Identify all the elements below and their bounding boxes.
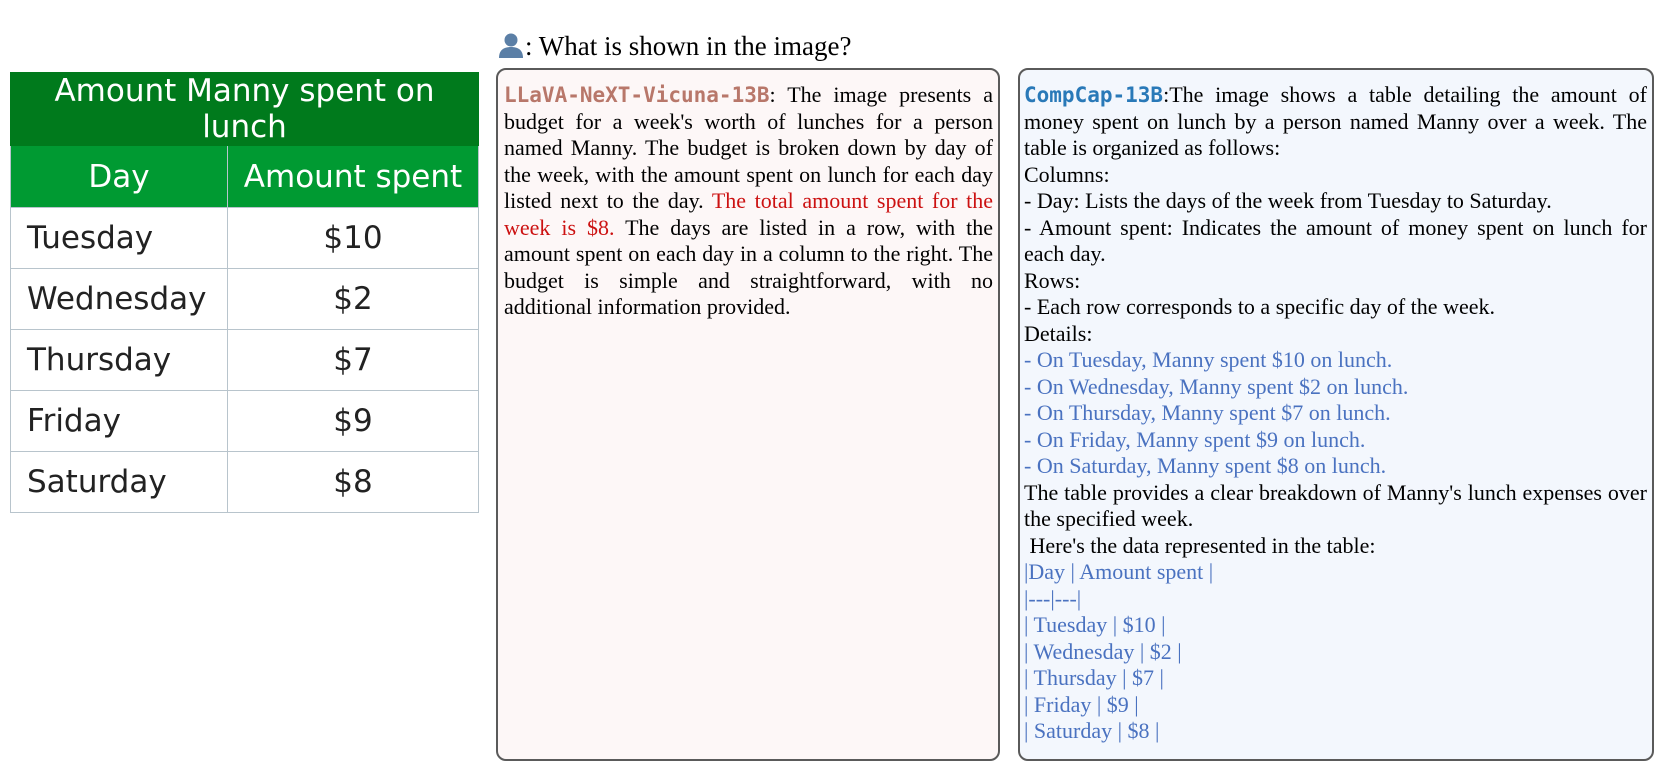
table-cell-day: Wednesday — [11, 269, 228, 330]
compcap-model-name: CompCap-13B — [1024, 83, 1164, 107]
table-cell-day: Friday — [11, 391, 228, 452]
md-table-line: | Thursday | $7 | — [1024, 665, 1164, 690]
compcap-answer-panel — [1018, 68, 1654, 761]
details-heading: Details: — [1024, 320, 1093, 346]
table-row — [11, 330, 479, 391]
md-table-line: |---|---| — [1024, 585, 1082, 611]
detail-line: - On Thursday, Manny spent $7 on lunch. — [1024, 400, 1391, 425]
detail-line: - On Wednesday, Manny spent $2 on lunch. — [1024, 373, 1409, 399]
table-cell-day: Saturday — [11, 452, 228, 513]
llava-text-before: : The image presents a budget for a week's worth of lunches for a person named Manny. The budget is broken down by day of the week, with the amount spent on lunch for each day listed next to the day. — [504, 82, 993, 213]
compcap-intro — [1024, 82, 1647, 162]
md-table-line: |Day | Amount spent | — [1024, 559, 1214, 584]
user-icon — [497, 31, 525, 59]
llava-error-text: The total amount spent for the week is $8. — [504, 188, 994, 240]
table-header-amount: Amount spent — [228, 146, 479, 208]
llava-model-name: LLaVA-NeXT-Vicuna-13B — [504, 83, 770, 107]
md-table-line: | Friday | $9 | — [1024, 691, 1139, 717]
table-header-day: Day — [11, 146, 228, 208]
column-amount-line: - Amount spent: Indicates the amount of money spent on lunch for each day. — [1024, 214, 1647, 266]
compcap-intro-text: :The image shows a table detailing the amount of money spent on lunch by a person named Manny over a week. The table is organized as follows: — [1024, 82, 1647, 160]
table-cell-amount: $8 — [228, 452, 479, 513]
llava-text-after: The days are listed in a row, with the amount spent on each day in a column to the right. The budget is simple and straightforward, with no additional information provided. — [504, 214, 994, 319]
table-row — [11, 452, 479, 513]
llava-answer-panel — [496, 68, 1000, 761]
md-table-line: | Tuesday | $10 | — [1024, 612, 1166, 637]
rows-heading: Rows: — [1024, 267, 1081, 293]
rows-line: - Each row corresponds to a specific day of the week. — [1024, 294, 1495, 319]
question-text: : What is shown in the image? — [525, 31, 852, 61]
detail-line: - On Friday, Manny spent $9 on lunch. — [1024, 426, 1366, 452]
md-table-line: | Wednesday | $2 | — [1024, 638, 1182, 664]
detail-line: - On Saturday, Manny spent $8 on lunch. — [1024, 453, 1387, 478]
summary-text: The table provides a clear breakdown of Manny's lunch expenses over the specified week. — [1024, 479, 1647, 531]
column-day-line: - Day: Lists the days of the week from Tuesday to Saturday. — [1024, 188, 1552, 213]
table-cell-amount: $10 — [228, 208, 479, 269]
table-row — [11, 391, 479, 452]
lunch-table — [10, 72, 479, 513]
table-title: Amount Manny spent on lunch — [11, 73, 479, 146]
table-cell-amount: $9 — [228, 391, 479, 452]
columns-heading: Columns: — [1024, 161, 1110, 187]
data-intro: Here's the data represented in the table: — [1024, 532, 1376, 558]
table-cell-amount: $2 — [228, 269, 479, 330]
table-cell-day: Thursday — [11, 330, 228, 391]
detail-line: - On Tuesday, Manny spent $10 on lunch. — [1024, 347, 1393, 372]
question — [497, 28, 851, 64]
table-cell-amount: $7 — [228, 330, 479, 391]
md-table-line: | Saturday | $8 | — [1024, 718, 1160, 743]
table-row — [11, 269, 479, 330]
table-row — [11, 208, 479, 269]
table-cell-day: Tuesday — [11, 208, 228, 269]
